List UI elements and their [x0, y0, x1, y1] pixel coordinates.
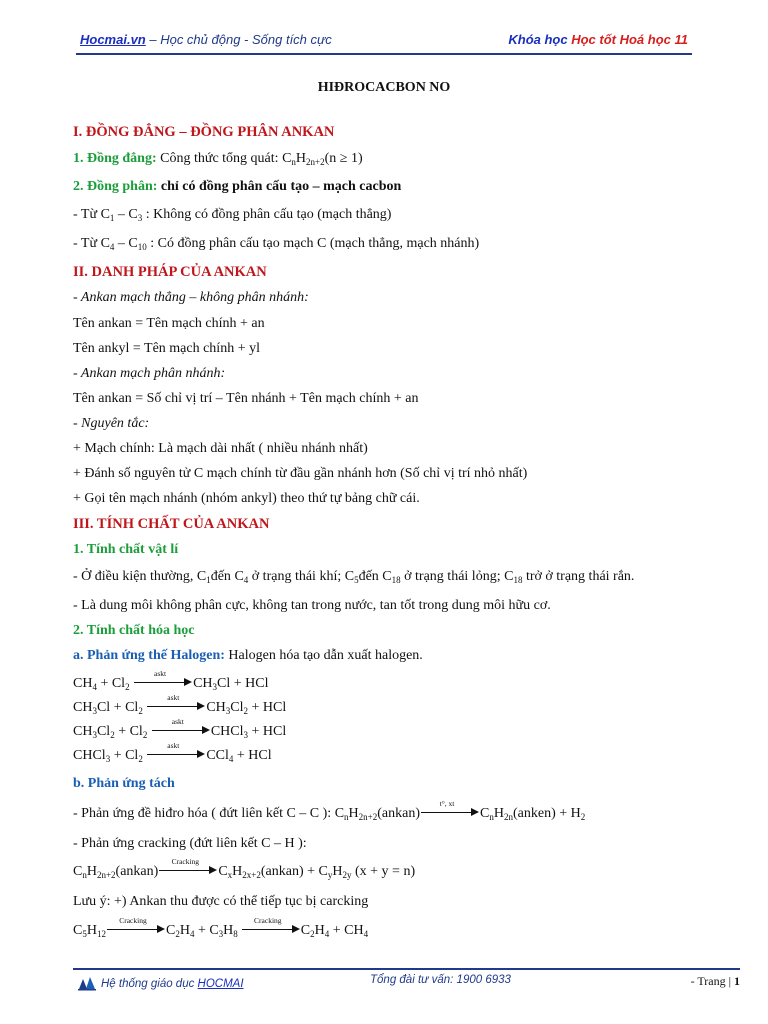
elimination-heading: b. Phản ứng tách	[73, 776, 175, 791]
arrow-icon	[421, 799, 479, 816]
arrow-icon	[134, 669, 192, 686]
section-2-heading: II. DANH PHÁP CỦA ANKAN	[73, 264, 267, 280]
text: (x + y = n)	[351, 864, 416, 879]
t-xt: t°, xt	[439, 799, 455, 808]
cracking-reaction: $C_nH_{2n+2}(ankan)$ Cracking $C_xH_{2x+2}(ankan) + C_yH_{2y}$ (x + y = n)	[73, 857, 416, 880]
text: đến	[210, 569, 235, 584]
physical-line-2: - Là dung môi không phân cực, không tan trong nước, tan tốt trong dung môi hữu cơ.	[73, 598, 551, 613]
site-link[interactable]: Hocmai.vn	[80, 32, 146, 47]
halogen-line	[73, 648, 423, 664]
homolog-label: 1. Đồng đẳng:	[73, 151, 157, 166]
footer-hotline: Tổng đài tư vấn: 1900 6933	[370, 974, 511, 986]
arrow-icon	[159, 857, 217, 874]
askt: askt	[171, 717, 184, 726]
nomen-line-8: + Gọi tên mạch nhánh (nhóm ankyl) theo thứ tự bảng chữ cái.	[73, 491, 420, 506]
header-course	[508, 32, 688, 47]
header-left	[80, 32, 332, 47]
text: Hệ thống giáo dục	[101, 978, 198, 990]
nomen-line-3: - Ankan mạch phân nhánh:	[73, 366, 226, 381]
nomen-line-1: Tên ankan = Tên mạch chính + an	[73, 316, 265, 331]
nomen-line-2: Tên ankyl = Tên mạch chính + yl	[73, 341, 260, 356]
text: : Có đồng phân cấu tạo mạch C (mạch thẳng, mạch nhánh)	[146, 236, 480, 251]
isomer-label: 2. Đồng phân:	[73, 179, 158, 194]
chemical-heading: 2. Tính chất hóa học	[73, 623, 195, 638]
text: - Từ	[73, 236, 101, 251]
nomen-line-0: - Ankan mạch thẳng – không phân nhánh:	[73, 290, 309, 305]
arrow-icon	[152, 717, 210, 734]
section-3-heading: III. TÍNH CHẤT CỦA ANKAN	[73, 516, 270, 532]
nomen-line-6: + Mạch chính: Là mạch dài nhất ( nhiều nhánh nhất)	[73, 441, 368, 456]
isomer-line	[73, 179, 401, 195]
arrow-icon	[242, 916, 300, 933]
isomer-c4-c10: - Từ $C_4 - C_{10}$ : Có đồng phân cấu tạo mạch C (mạch thẳng, mạch nhánh)	[73, 236, 480, 252]
arrow-icon	[147, 741, 205, 758]
nomen-line-7: + Đánh số nguyên tử C mạch chính từ đầu gần nhánh hơn (Số chỉ vị trí nhỏ nhất)	[73, 466, 528, 481]
text: trở ở trạng thái rắn.	[522, 569, 635, 584]
footer-divider	[73, 968, 740, 970]
header-divider	[76, 53, 692, 55]
physical-heading: 1. Tính chất vật lí	[73, 542, 179, 557]
isomer-text: chỉ có đồng phân cấu tạo – mạch cacbon	[157, 179, 402, 194]
reaction-4: CHCl$_3$ + $Cl_2$ askt CCl$_4$ + HCl	[73, 741, 272, 764]
homolog-text: Công thức tổng quát:	[156, 151, 283, 166]
reaction-3: $CH_3Cl_2 + Cl_2$ askt CHCl$_3$ + HCl	[73, 717, 287, 740]
course-name: Học tốt Hoá học 11	[571, 32, 688, 47]
dehydrogenation-line: - Phản ứng đề hiđro hóa ( đứt liên kết C – C ): $C_nH_{2n+2}(ankan)$ t°, xt $C_nH_{2n}(anken) + H_2$	[73, 799, 586, 822]
text: - Ở điều kiện thường,	[73, 569, 197, 584]
page-footer	[73, 968, 740, 998]
askt: askt	[167, 741, 180, 750]
cracking: Cracking	[171, 857, 200, 866]
page-header	[76, 30, 692, 54]
isomer-c1-c3: - Từ $C_1 - C_3$ : Không có đồng phân cấu tạo (mạch thẳng)	[73, 207, 392, 223]
text: 1	[734, 974, 740, 988]
arrow-icon	[107, 916, 165, 933]
footer-left	[101, 978, 244, 990]
physical-line-1: - Ở điều kiện thường, $C_1đến$ $C_4$ ở trạng thái khí; $C_5đến$ $C_{18}$ ở trạng thái lỏng; $C_{18}$ trở ở trạng thái rắn.	[73, 569, 635, 585]
text: : Không có đồng phân cấu tạo (mạch thẳng)	[142, 207, 392, 222]
nomen-line-5: - Nguyên tắc:	[73, 416, 150, 431]
text: - Trang |	[690, 974, 734, 988]
askt: askt	[167, 693, 180, 702]
cracking-line: - Phản ứng cracking (đứt liên kết C – H ):	[73, 836, 307, 851]
halogen-text: Halogen hóa tạo dẫn xuất halogen.	[224, 648, 423, 663]
homolog-line: 1. Đồng đẳng: Công thức tổng quát: $C_nH_{2n+2}(n \ge 1)$	[73, 151, 363, 167]
cracking-chain: $C_5H_{12}$ Cracking $C_2H_4 + C_3H_8$ Cracking $C_2H_4 + CH_4$	[73, 916, 369, 939]
cracking: Cracking	[119, 916, 147, 925]
halogen-label: a. Phản ứng thế Halogen:	[73, 648, 225, 663]
cracking-note: Lưu ý: +) Ankan thu được có thể tiếp tục bị carcking	[73, 894, 369, 909]
homolog-condition: (n ≥ 1)	[324, 151, 363, 166]
text: ở trạng thái lỏng;	[400, 569, 505, 584]
nomen-line-4: Tên ankan = Số chỉ vị trí – Tên nhánh + Tên mạch chính + an	[73, 391, 419, 406]
hocmai-logo-icon	[77, 975, 97, 991]
text: - Phản ứng đề hiđro hóa ( đứt liên kết C – C ):	[73, 806, 335, 821]
askt: askt	[154, 669, 167, 678]
page-title: HIĐROCACBON NO	[317, 80, 451, 95]
section-1-heading: I. ĐỒNG ĐẲNG – ĐỒNG PHÂN ANKAN	[73, 124, 335, 140]
cracking: Cracking	[254, 916, 282, 925]
header-slogan: – Học chủ động - Sống tích cực	[145, 32, 332, 47]
course-prefix: Khóa học	[508, 32, 572, 47]
footer-brand-link[interactable]: HOCMAI	[197, 978, 244, 990]
reaction-1: $CH_4 + Cl_2$ askt $CH_3Cl$ + HCl	[73, 669, 269, 692]
page-number	[691, 974, 740, 989]
arrow-icon	[147, 693, 205, 710]
text: đến	[358, 569, 383, 584]
text: - Từ	[73, 207, 101, 222]
text: ở trạng thái khí;	[248, 569, 345, 584]
reaction-2: $CH_3Cl + Cl_2$ askt $CH_3Cl_2$ + HCl	[73, 693, 287, 716]
